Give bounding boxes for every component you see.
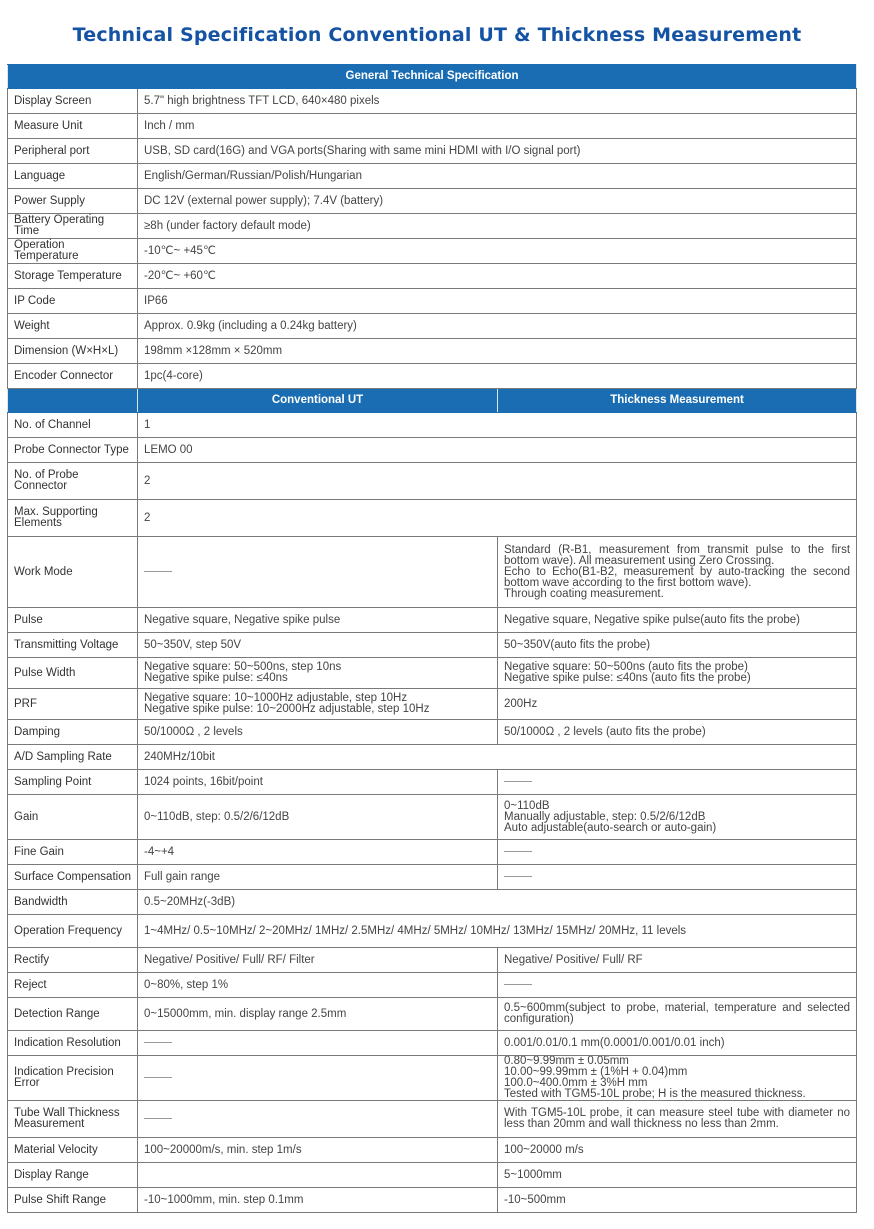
spec-value-thickness: 5~1000mm [498, 1163, 857, 1188]
cell-line: Negative square: 10~1000Hz adjustable, step 10Hz [144, 692, 408, 704]
table-row [8, 1101, 857, 1138]
cell-line: Pulse Shift Range [14, 1193, 107, 1206]
table-row [8, 608, 857, 633]
table-row [8, 865, 857, 890]
table-row [8, 339, 857, 364]
spec-label [8, 840, 138, 865]
column-header-thickness-measurement: Thickness Measurement [498, 389, 857, 413]
cell-line: PRF [14, 697, 37, 710]
cell-line: Standard (R-B1, measurement from transmit pulse to the first bottom wave). All measurement using Zero Crossing. [504, 543, 851, 567]
spec-value-shared: 240MHz/10bit [138, 745, 857, 770]
spec-label [8, 633, 138, 658]
spec-label: IP Code [8, 289, 138, 314]
spec-value-conventional-ut: 50~350V, step 50V [138, 633, 498, 658]
spec-value: 1pc(4-core) [138, 364, 857, 389]
cell-line: Display Range [14, 1168, 89, 1181]
spec-label: Power Supply [8, 189, 138, 214]
cell-line: Pulse [14, 613, 43, 626]
cell-line: Auto adjustable(auto-search or auto-gain) [504, 821, 717, 834]
spec-label [8, 865, 138, 890]
spec-value-conventional-ut [138, 689, 498, 720]
cell-line: Work Mode [14, 565, 73, 578]
spec-label [8, 689, 138, 720]
empty-dash [144, 1042, 172, 1043]
spec-value-thickness [498, 658, 857, 689]
table-row [8, 114, 857, 139]
spec-value-conventional-ut: 1024 points, 16bit/point [138, 770, 498, 795]
spec-value-thickness: 50/1000Ω , 2 levels (auto fits the probe) [498, 720, 857, 745]
spec-value-conventional-ut: 0~15000mm, min. display range 2.5mm [138, 998, 498, 1031]
empty-dash [144, 1077, 172, 1078]
spec-label [8, 948, 138, 973]
spec-value-thickness [498, 865, 857, 890]
spec-label [8, 998, 138, 1031]
spec-value-conventional-ut [138, 1031, 498, 1056]
spec-label: Operation Temperature [8, 239, 138, 264]
table-row [8, 1056, 857, 1101]
spec-label: Battery Operating Time [8, 214, 138, 239]
spec-label [8, 890, 138, 915]
cell-line: Error [14, 1077, 40, 1089]
cell-line: Tested with TGM5-10L probe; H is the measured thickness. [504, 1088, 806, 1100]
spec-label: Language [8, 164, 138, 189]
cell-line: Material Velocity [14, 1143, 98, 1156]
table-row [8, 214, 857, 239]
table-row [8, 770, 857, 795]
spec-value-thickness: 0.5~600mm(subject to probe, material, temperature and selected configuration) [498, 998, 857, 1031]
spec-label [8, 973, 138, 998]
spec-label [8, 413, 138, 438]
table-row [8, 915, 857, 948]
cell-line: Probe Connector Type [14, 443, 129, 456]
cell-line: Elements [14, 517, 62, 529]
table-row [8, 948, 857, 973]
spec-label [8, 1138, 138, 1163]
cell-line: Damping [14, 725, 61, 738]
spec-value-conventional-ut [138, 1101, 498, 1138]
table-row [8, 1163, 857, 1188]
spec-value: 198mm ×128mm × 520mm [138, 339, 857, 364]
spec-value-thickness [498, 770, 857, 795]
spec-value: IP66 [138, 289, 857, 314]
cell-line: Surface Compensation [14, 870, 131, 883]
table-row [8, 973, 857, 998]
table-row [8, 364, 857, 389]
spec-value-thickness: 200Hz [498, 689, 857, 720]
cell-line: Gain [14, 810, 39, 823]
table-row [8, 795, 857, 840]
spec-label: Display Screen [8, 89, 138, 114]
spec-value-thickness: 100~20000 m/s [498, 1138, 857, 1163]
empty-dash [504, 851, 532, 852]
table-row [8, 1138, 857, 1163]
table-row [8, 658, 857, 689]
cell-line: Operation Frequency [14, 924, 123, 937]
spec-value: ≥8h (under factory default mode) [138, 214, 857, 239]
empty-dash [144, 571, 172, 572]
spec-value-thickness: With TGM5-10L probe, it can measure steel tube with diameter no less than 20mm and wall thickness no less than 2mm. [498, 1101, 857, 1138]
spec-label [8, 1163, 138, 1188]
spec-value-thickness: -10~500mm [498, 1188, 857, 1213]
spec-value-shared: 1 [138, 413, 857, 438]
column-header-conventional-ut: Conventional UT [138, 389, 498, 413]
spec-label [8, 795, 138, 840]
cell-line: Fine Gain [14, 845, 64, 858]
spec-label [8, 915, 138, 948]
cell-line: 0~110dB [504, 799, 550, 812]
spec-label [8, 463, 138, 500]
spec-value: -20℃~ +60℃ [138, 264, 857, 289]
spec-label: Weight [8, 314, 138, 339]
spec-label [8, 720, 138, 745]
spec-value-conventional-ut [138, 1056, 498, 1101]
cell-line: Negative square: 50~500ns, step 10ns [144, 661, 342, 673]
table-row [8, 189, 857, 214]
table-row [8, 689, 857, 720]
table-row [8, 745, 857, 770]
cell-line: Negative spike pulse: ≤40ns [144, 672, 288, 684]
column-header-row [8, 389, 857, 413]
spec-value-conventional-ut: 0~110dB, step: 0.5/2/6/12dB [138, 795, 498, 840]
spec-value-conventional-ut [138, 537, 498, 608]
table-row [8, 1031, 857, 1056]
spec-value-thickness: 50~350V(auto fits the probe) [498, 633, 857, 658]
cell-line: No. of Channel [14, 418, 91, 431]
spec-value: Inch / mm [138, 114, 857, 139]
cell-line: Connector [14, 480, 68, 492]
spec-value: 5.7" high brightness TFT LCD, 640×480 pixels [138, 89, 857, 114]
spec-label [8, 745, 138, 770]
spec-value: Approx. 0.9kg (including a 0.24kg battery) [138, 314, 857, 339]
spec-value: USB, SD card(16G) and VGA ports(Sharing with same mini HDMI with I/O signal port) [138, 139, 857, 164]
table-row [8, 500, 857, 537]
table-row [8, 164, 857, 189]
spec-label [8, 500, 138, 537]
cell-line: Through coating measurement. [504, 587, 664, 600]
spec-label [8, 1101, 138, 1138]
spec-label: Measure Unit [8, 114, 138, 139]
spec-value-conventional-ut: Full gain range [138, 865, 498, 890]
spec-label [8, 1188, 138, 1213]
table-row [8, 1188, 857, 1213]
cell-line: Pulse Width [14, 666, 76, 679]
table-row [8, 314, 857, 339]
spec-label: Peripheral port [8, 139, 138, 164]
cell-line: Tube Wall Thickness [14, 1107, 120, 1119]
spec-value-conventional-ut [138, 658, 498, 689]
cell-line: No. of Probe [14, 469, 79, 481]
empty-dash [504, 984, 532, 985]
spec-value-thickness: Negative square, Negative spike pulse(auto fits the probe) [498, 608, 857, 633]
spec-value-thickness [498, 795, 857, 840]
cell-line: Indication Precision [14, 1066, 114, 1078]
column-header-blank [8, 389, 138, 413]
spec-value-conventional-ut: 100~20000m/s, min. step 1m/s [138, 1138, 498, 1163]
table-row [8, 438, 857, 463]
spec-label: Dimension (W×H×L) [8, 339, 138, 364]
spec-label: Encoder Connector [8, 364, 138, 389]
page-title: Technical Specification Conventional UT & Thickness Measurement [72, 24, 802, 46]
table-row [8, 633, 857, 658]
table-row [8, 537, 857, 608]
spec-value-conventional-ut: -4~+4 [138, 840, 498, 865]
table-row [8, 890, 857, 915]
spec-value-shared: 2 [138, 463, 857, 500]
table-row [8, 840, 857, 865]
cell-line: Bandwidth [14, 895, 68, 908]
spec-label [8, 770, 138, 795]
cell-line: Max. Supporting [14, 506, 98, 518]
cell-line: Sampling Point [14, 775, 92, 788]
spec-value-conventional-ut: 50/1000Ω , 2 levels [138, 720, 498, 745]
cell-line: Negative spike pulse: ≤40ns (auto fits the probe) [504, 672, 751, 684]
cell-line: Reject [14, 978, 47, 991]
table-row [8, 89, 857, 114]
spec-value-conventional-ut: Negative square, Negative spike pulse [138, 608, 498, 633]
general-header-row [8, 65, 857, 89]
table-row [8, 139, 857, 164]
spec-value: DC 12V (external power supply); 7.4V (battery) [138, 189, 857, 214]
table-row [8, 289, 857, 314]
spec-value-shared: 1~4MHz/ 0.5~10MHz/ 2~20MHz/ 1MHz/ 2.5MHz/ 4MHz/ 5MHz/ 10MHz/ 13MHz/ 15MHz/ 20MHz, 11 levels [138, 915, 857, 948]
cell-line: Transmitting Voltage [14, 638, 119, 651]
spec-value-thickness [498, 973, 857, 998]
spec-label [8, 608, 138, 633]
cell-line: Manually adjustable, step: 0.5/2/6/12dB [504, 810, 706, 823]
cell-line: Negative square: 50~500ns (auto fits the probe) [504, 661, 748, 673]
table-row [8, 998, 857, 1031]
spec-value-conventional-ut: 0~80%, step 1% [138, 973, 498, 998]
spec-label [8, 1056, 138, 1101]
spec-label [8, 438, 138, 463]
empty-dash [144, 1118, 172, 1119]
empty-dash [504, 781, 532, 782]
spec-value-conventional-ut [138, 1163, 498, 1188]
cell-line: 100.0~400.0mm ± 3%H mm [504, 1077, 648, 1089]
table-row [8, 413, 857, 438]
table-row [8, 264, 857, 289]
spec-value-thickness [498, 537, 857, 608]
spec-value-thickness [498, 840, 857, 865]
cell-line: Echo to Echo(B1-B2, measurement by auto-tracking the second bottom wave according to the first bottom wave). [504, 565, 851, 589]
cell-line: 0.80~9.99mm ± 0.05mm [504, 1055, 629, 1067]
spec-value-thickness [498, 1056, 857, 1101]
spec-label [8, 537, 138, 608]
cell-line: Rectify [14, 953, 50, 966]
spec-value: English/German/Russian/Polish/Hungarian [138, 164, 857, 189]
spec-value-thickness: 0.001/0.01/0.1 mm(0.0001/0.001/0.01 inch) [498, 1031, 857, 1056]
table-row [8, 463, 857, 500]
spec-value-shared: 0.5~20MHz(-3dB) [138, 890, 857, 915]
spec-value-shared: 2 [138, 500, 857, 537]
general-spec-header: General Technical Specification [8, 65, 857, 89]
spec-table-body [8, 65, 857, 1213]
table-row [8, 720, 857, 745]
cell-line: Indication Resolution [14, 1036, 121, 1049]
cell-line: A/D Sampling Rate [14, 750, 112, 763]
spec-label [8, 658, 138, 689]
spec-value-thickness: Negative/ Positive/ Full/ RF [498, 948, 857, 973]
spec-label [8, 1031, 138, 1056]
spec-value-conventional-ut: -10~1000mm, min. step 0.1mm [138, 1188, 498, 1213]
spec-label: Storage Temperature [8, 264, 138, 289]
cell-line: Measurement [14, 1118, 85, 1130]
empty-dash [504, 876, 532, 877]
table-row [8, 239, 857, 264]
spec-value-shared: LEMO 00 [138, 438, 857, 463]
spec-table [7, 64, 857, 1213]
cell-line: Negative spike pulse: 10~2000Hz adjustable, step 10Hz [144, 703, 430, 715]
cell-line: Detection Range [14, 1007, 100, 1020]
spec-value-conventional-ut: Negative/ Positive/ Full/ RF/ Filter [138, 948, 498, 973]
spec-value: -10℃~ +45℃ [138, 239, 857, 264]
cell-line: 10.00~99.99mm ± (1%H + 0.04)mm [504, 1066, 688, 1078]
